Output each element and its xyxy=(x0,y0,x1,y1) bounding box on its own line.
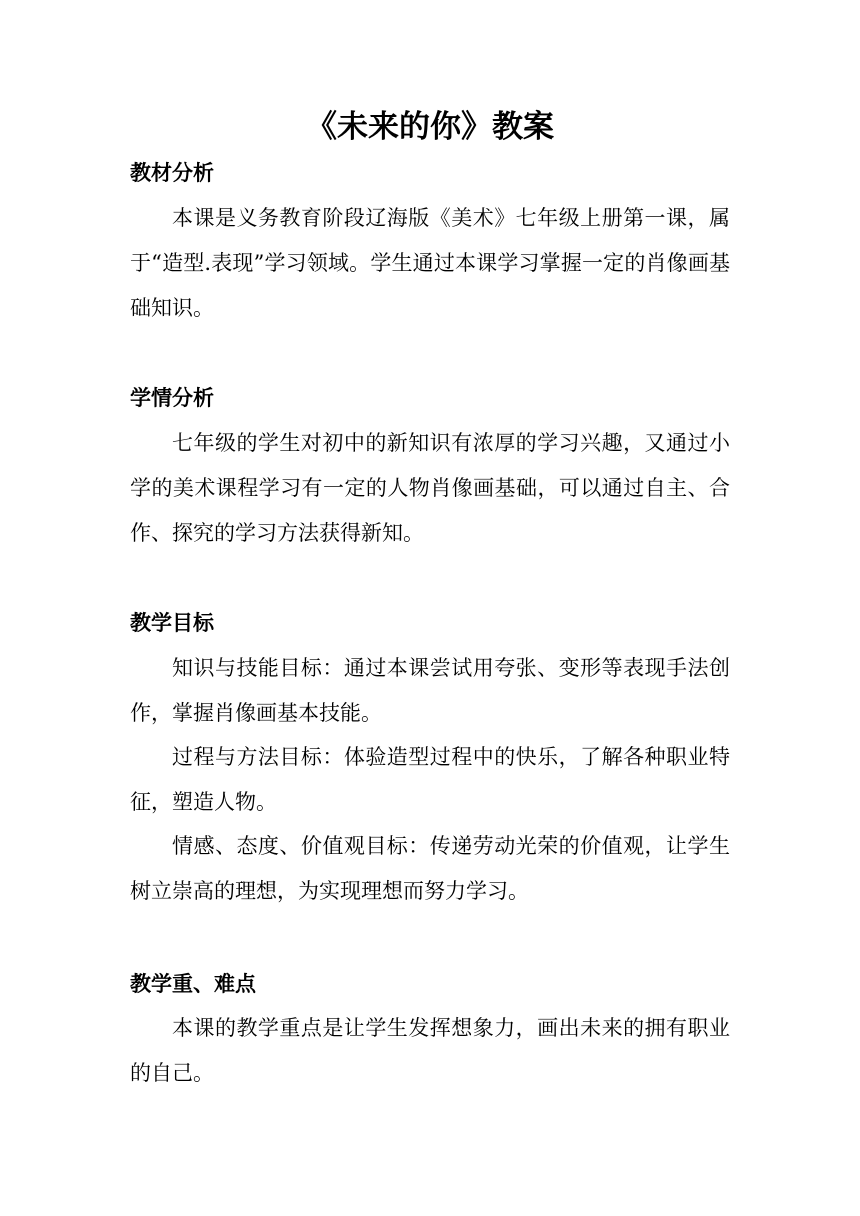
paragraph-goal-emotion-values: 情感、态度、价值观目标：传递劳动光荣的价值观，让学生树立崇高的理想，为实现理想而努力学习。 xyxy=(130,834,730,903)
paragraph-student-analysis: 七年级的学生对初中的新知识有浓厚的学习兴趣，又通过小学的美术课程学习有一定的人物肖像画基础，可以通过自主、合作、探究的学习方法获得新知。 xyxy=(130,431,730,545)
paragraph-key-difficult-points: 本课的教学重点是让学生发挥想象力，画出未来的拥有职业的自己。 xyxy=(130,1016,730,1085)
paragraph-goal-process-method: 过程与方法目标：体验造型过程中的快乐，了解各种职业特征，塑造人物。 xyxy=(130,745,730,814)
paragraph-textbook-analysis: 本课是义务教育阶段辽海版《美术》七年级上册第一课，属于“造型.表现”学习领域。学生通过本课学习掌握一定的肖像画基础知识。 xyxy=(130,206,730,320)
section-heading-student-analysis: 学情分析 xyxy=(130,385,214,410)
document-title: 《未来的你》教案 xyxy=(306,109,554,145)
section-heading-key-difficult-points: 教学重、难点 xyxy=(130,971,256,996)
paragraph-goal-knowledge-skills: 知识与技能目标：通过本课尝试用夸张、变形等表现手法创作，掌握肖像画基本技能。 xyxy=(130,656,730,725)
section-heading-teaching-goals: 教学目标 xyxy=(130,610,214,635)
section-heading-textbook-analysis: 教材分析 xyxy=(130,160,214,185)
